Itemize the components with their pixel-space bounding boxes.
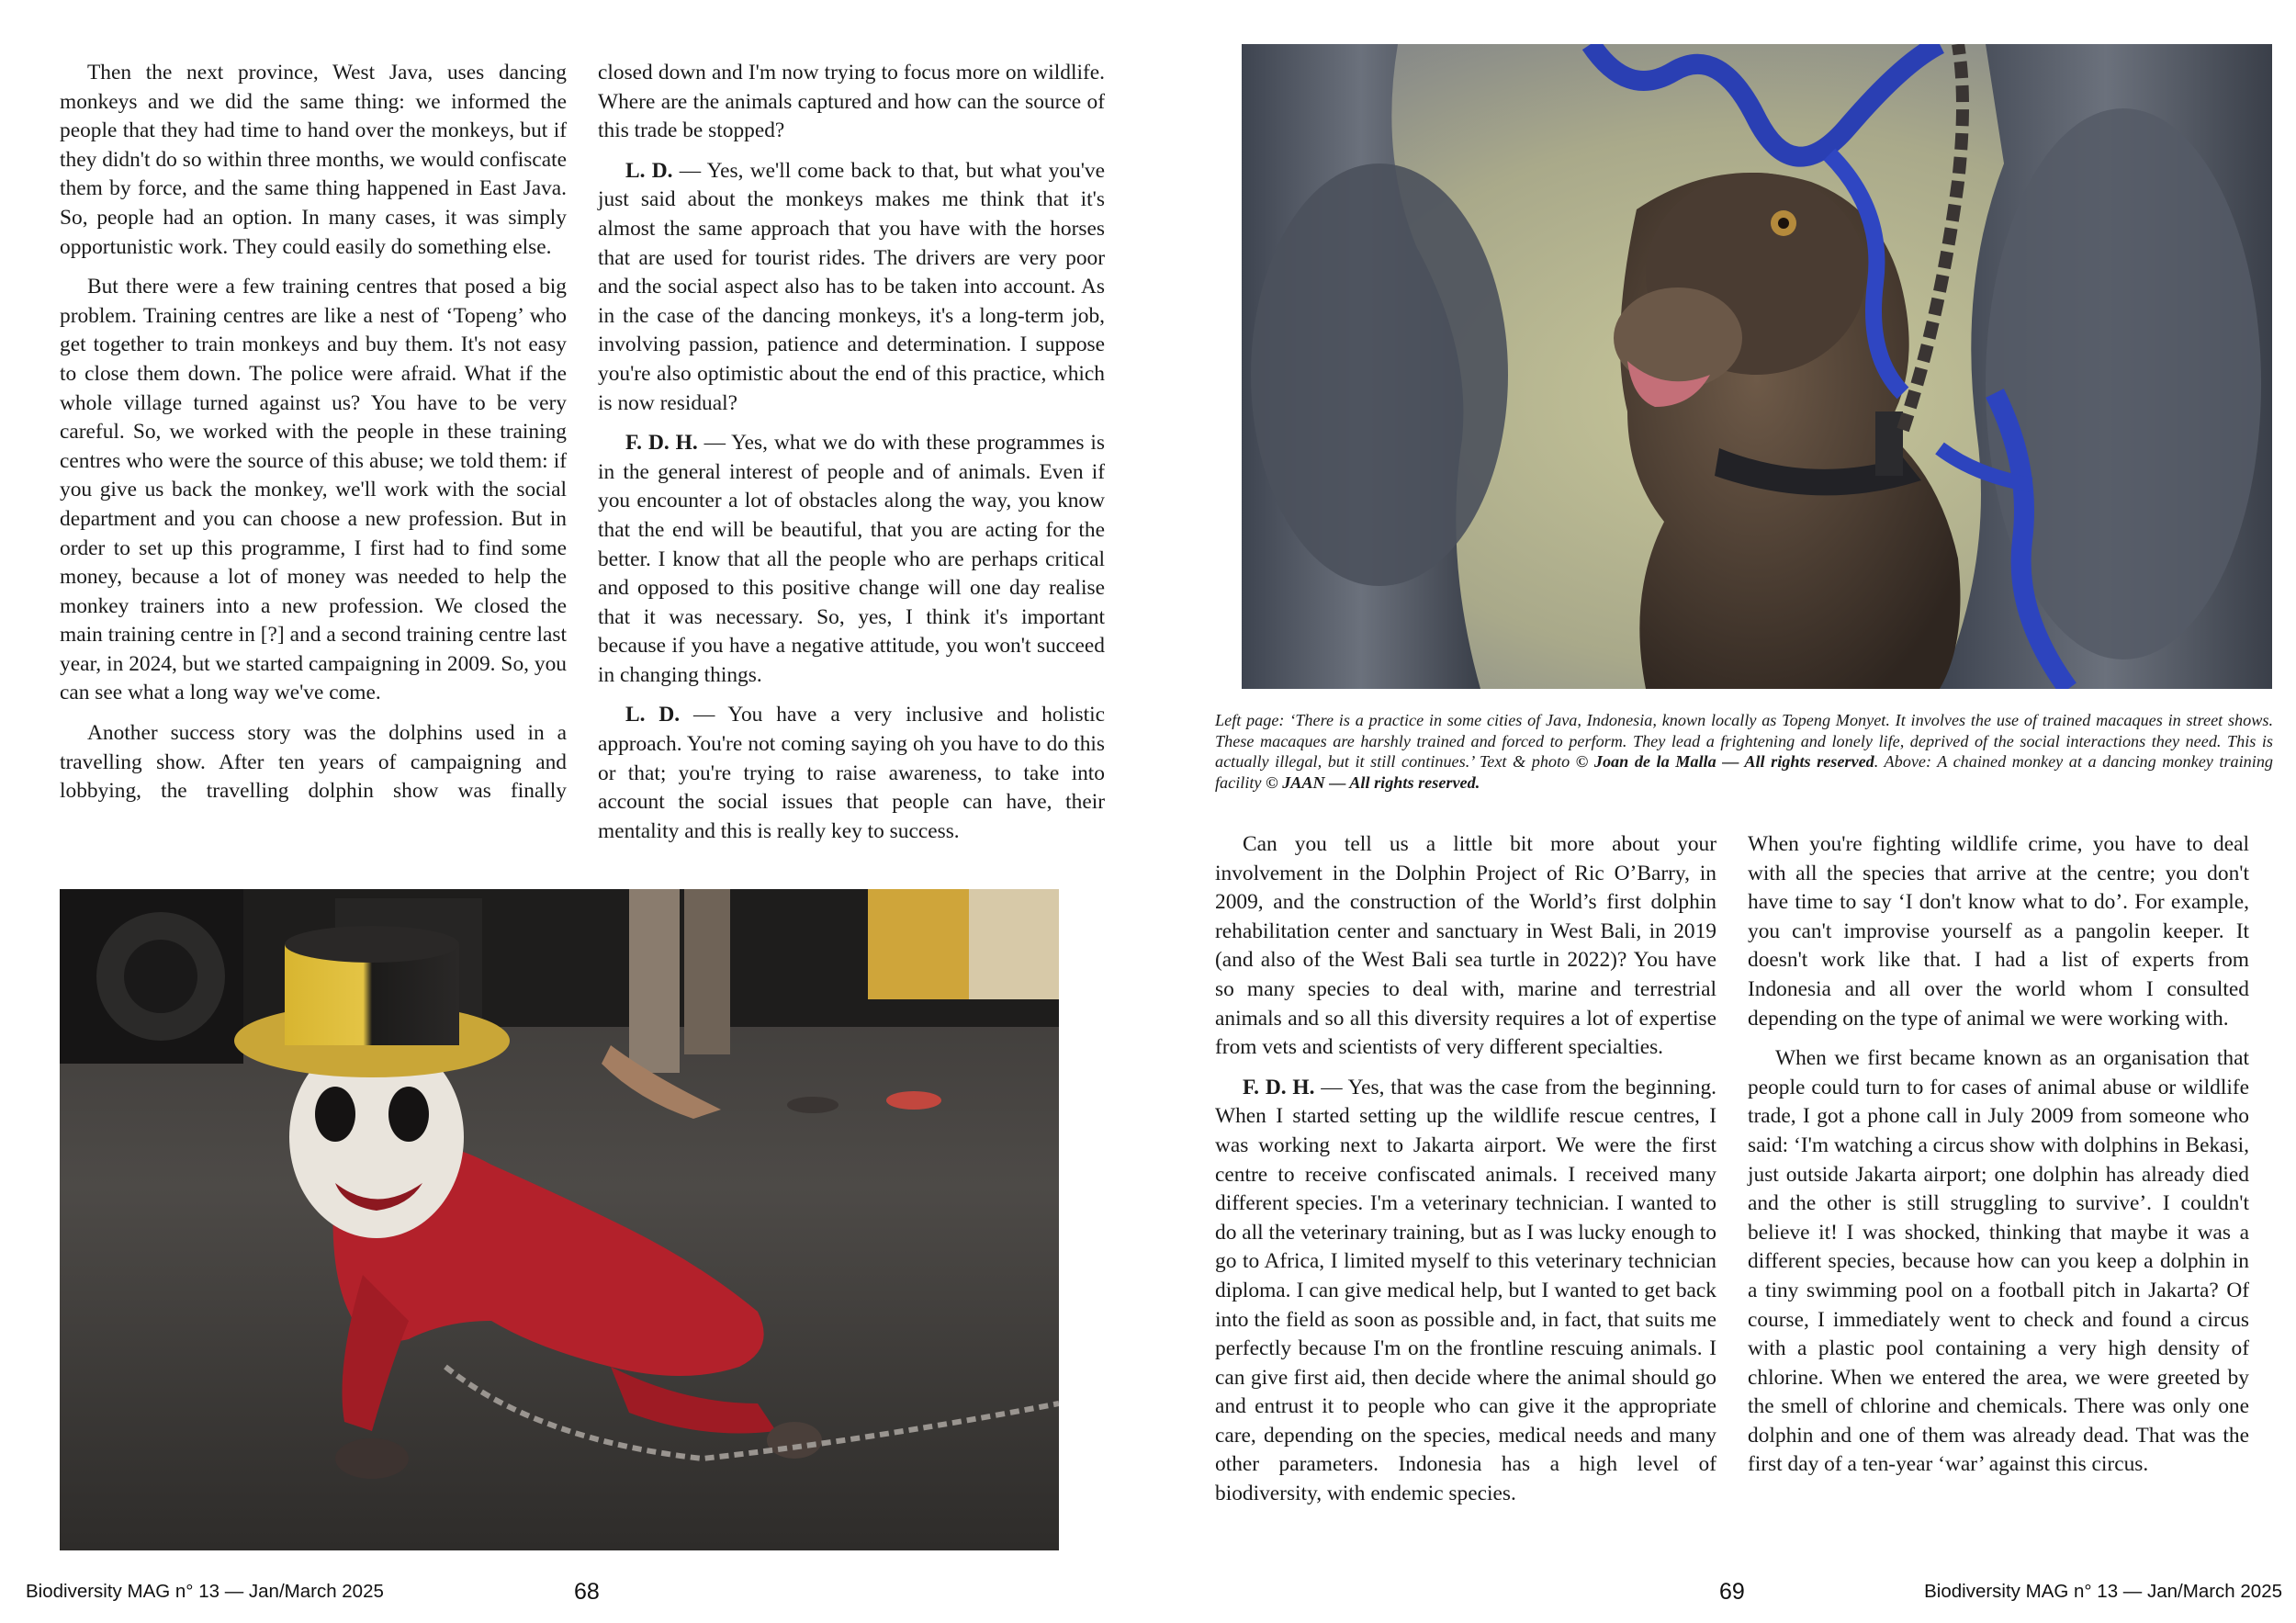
interview-answer: L. D. — You have a very inclusive and holistic approach. You're not coming saying oh you have to do this or that; you're trying to raise awareness, to take into account the social issues that people can have, their mentality and this is really key to success. xyxy=(598,703,1105,843)
photo-credit: © Joan de la Malla — All rights reserved xyxy=(1575,752,1874,771)
speaker-label: F. D. H. xyxy=(1243,1075,1315,1099)
right-column-2 xyxy=(1748,830,2249,1491)
right-page xyxy=(1148,0,2296,1623)
photo-chained-monkey xyxy=(1242,44,2272,689)
paragraph: closed down and I'm now trying to focus more on wildlife. Where are the animals captured and how can the source of this trade be stopped? xyxy=(598,61,1105,143)
photo-caption: Left page: ‘There is a practice in some cities of Java, Indonesia, known locally as Topeng Monyet. It involves the use of trained macaques in street shows. These macaques are harshly trained and forced to perform. They lead a frightening and lonely life, deprived of the social interactions they need. This is actually illegal, but it still continues.’ Text & photo © Joan de la Malla — All rights reserved. Above: A chained monkey at a dancing monkey training facility © JAAN — All rights reserved. xyxy=(1215,711,2274,792)
speaker-label: L. D. xyxy=(625,158,673,183)
interview-answer: F. D. H. — Yes, that was the case from the beginning. When I started setting up the wildlife rescue centres, I was working next to Jakarta airport. We were the first centre to receive confiscated animals. I received many different species. I'm a veterinary technician. I wanted to do all the veterinary training, but as I was lucky enough to go to Africa, I limited myself to this veterinary technician diploma. I can give medical help, but I wanted to get back into the field as soon as possible and, in fact, that suits me perfectly because I'm on the frontline rescuing animals. I can give first aid, then decide where the animal should go and entrust it to people who can give it the appropriate care, depending on the species, medical needs and many other parameters. Indonesia has a high level of biodiversity, with endemic species. xyxy=(1215,1075,1716,1506)
photo-credit: © JAAN — All rights reserved. xyxy=(1266,772,1480,792)
speaker-label: L. D. xyxy=(625,703,681,727)
interview-question: Can you tell us a little bit more about your involvement in the Dolphin Project of Ric O’Barry, in 2009, and the construction of the World’s first dolphin rehabilitation center and sanctuary in West Bali, in 2019 (and also of the West Bali sea turtle in 2022)? You have so many species to deal with, marine and terrestrial animals and so all this diversity requires a lot of expertise from vets and scientists of very different specialties. xyxy=(1215,832,1716,1060)
paragraph: Another success story was the dolphins used in a travelling show. After ten years of campaigning and lobbying, the travelling dolphin show was finally xyxy=(60,721,567,804)
interview-answer: L. D. — Yes, we'll come back to that, but what you've just said about the monkeys makes me think that it's almost the same approach that you have with the horses that are used for tourist rides. The drivers are very poor and the social aspect also has to be taken into account. As in the case of the dancing monkeys, it's a long-term job, involving passion, patience and determination. I suppose you're also optimistic about the end of this practice, which is now residual? xyxy=(598,158,1105,415)
left-column-2 xyxy=(598,59,1105,857)
page-number: 69 xyxy=(1719,1579,1745,1605)
interview-answer: F. D. H. — Yes, what we do with these programmes is in the general interest of people and of animals. Even if you encounter a lot of obstacles along the way, you know that the end will be beautiful, that you are acting for the better. I know that all the people who are perhaps critical and opposed to this positive change will one day realise that it was necessary. So, yes, I think it's important because if you have a negative attitude, you won't succeed in changing things. xyxy=(598,431,1105,687)
right-column-1 xyxy=(1215,830,1716,1520)
page-number: 68 xyxy=(574,1579,600,1605)
paragraph: When we first became known as an organisation that people could turn to for cases of animal abuse or wildlife trade, I got a phone call in July 2009 from someone who said: ‘I'm watching a circus show with dolphins in Bekasi, just outside Jakarta airport; one dolphin has already died and the other is still struggling to survive’. I couldn't believe it! I was shocked, thinking that maybe it was a different species, because how can you keep a dolphin in a tiny swimming pool on a football pitch in Jakarta? Of course, I immediately went to check and found a circus with a plastic pool containing a very high density of chlorine. When we entered the area, we were greeted by the smell of chlorine and chemicals. There was only one dolphin and one of them was already dead. That was the first day of a ten-year ‘war’ against this circus. xyxy=(1748,1046,2250,1477)
paragraph: When you're fighting wildlife crime, you have to deal with all the species that arrive at the centre; you don't have time to say ‘I don't know what to do’. For example, you can't improvise yourself as a pangolin keeper. It doesn't work like that. I had a list of experts from Indonesia and all over the world whom I consulted depending on the type of animal we were working with. xyxy=(1748,832,2249,1031)
paragraph: Then the next province, West Java, uses dancing monkeys and we did the same thing: we informed the people that they had time to hand over the monkeys, but if they didn't do so within three months, we would confiscate them by force, and the same thing happened in East Java. So, people had an option. In many cases, it was simply opportunistic work. They could easily do something else. xyxy=(60,61,567,259)
photo-masked-monkey xyxy=(60,889,1059,1550)
paragraph: But there were a few training centres that posed a big problem. Training centres are like a nest of ‘Topeng’ who get together to train monkeys and buy them. It's not easy to close them down. The police were afraid. What if the whole village turned against us? You have to be very careful. So, we worked with the people in these training centres who were the source of this abuse; we told them: if you give us back the monkey, we'll work with the social department and you can choose a new profession. But in order to set up this programme, I first had to find some money, because a lot of money was needed to help the monkey trainers into a new profession. We closed the main training centre in [?] and a second training centre last year, in 2024, but we started campaigning in 2009. So, you can see what a long way we've come. xyxy=(60,275,567,705)
footer-magazine-title: Biodiversity MAG n° 13 — Jan/March 2025 xyxy=(1924,1581,2282,1602)
left-column-1 xyxy=(60,59,567,817)
speaker-label: F. D. H. xyxy=(625,431,698,456)
footer-magazine-title: Biodiversity MAG n° 13 — Jan/March 2025 xyxy=(26,1581,384,1602)
